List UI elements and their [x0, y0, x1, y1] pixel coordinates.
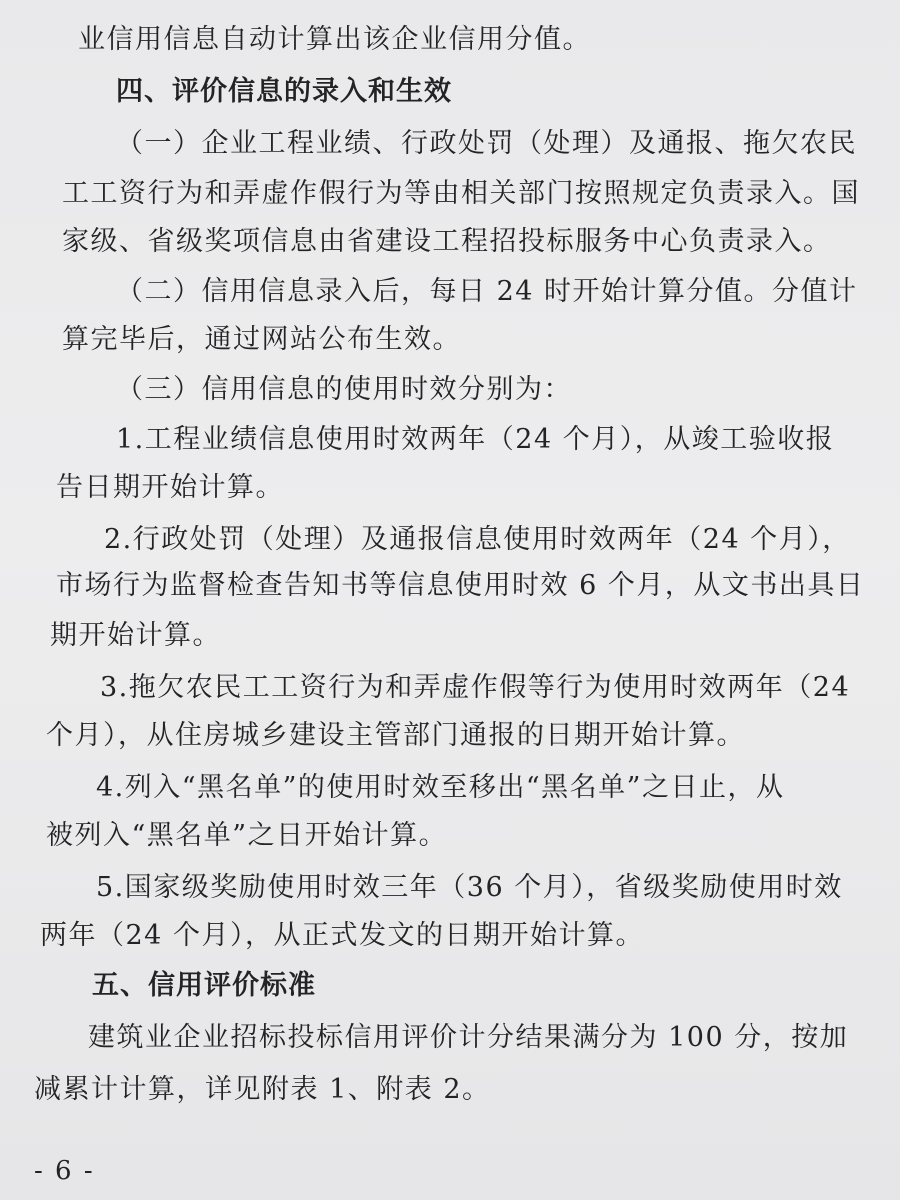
body-text-line: 5.国家级奖励使用时效三年（36 个月），省级奖励使用时效 [96, 872, 843, 903]
body-text-line: 2.行政处罚（处理）及通报信息使用时效两年（24 个月）， [104, 524, 851, 555]
body-text-line: 业信用信息自动计算出该企业信用分值。 [78, 24, 591, 55]
body-text-line: 3.拖欠农民工工资行为和弄虚作假等行为使用时效两年（24 [100, 672, 851, 703]
body-text-line: 两年（24 个月），从正式发文的日期开始计算。 [40, 920, 644, 951]
body-text-line: 减累计计算，详见附表 1、附表 2。 [34, 1074, 491, 1105]
body-text-line: （三）信用信息的使用时效分别为： [116, 374, 572, 405]
body-text-line: （一）企业工程业绩、行政处罚（处理）及通报、拖欠农民 [116, 128, 857, 159]
body-text-line: 个月），从住房城乡建设主管部门通报的日期开始计算。 [46, 720, 745, 751]
body-text-line: 家级、省级奖项信息由省建设工程招投标服务中心负责录入。 [62, 226, 832, 257]
body-text-line: （二）信用信息录入后，每日 24 时开始计算分值。分值计 [116, 276, 858, 307]
body-text-line: 告日期开始计算。 [56, 472, 284, 503]
body-text-line: 4.列入“黑名单”的使用时效至移出“黑名单”之日止，从 [96, 772, 785, 803]
section-heading: 四、评价信息的录入和生效 [116, 76, 452, 107]
body-text-line: 算完毕后，通过网站公布生效。 [62, 324, 461, 355]
body-text-line: 工工资行为和弄虚作假行为等由相关部门按照规定负责录入。国 [62, 178, 860, 209]
body-text-line: 建筑业企业招标投标信用评价计分结果满分为 100 分，按加 [88, 1022, 849, 1053]
body-text-line: 被列入“黑名单”之日开始计算。 [46, 820, 448, 851]
section-heading: 五、信用评价标准 [92, 970, 316, 1001]
page-number: - 6 - [34, 1156, 95, 1186]
body-text-line: 期开始计算。 [50, 620, 221, 651]
body-text-line: 市场行为监督检查告知书等信息使用时效 6 个月，从文书出具日 [56, 570, 865, 601]
body-text-line: 1.工程业绩信息使用时效两年（24 个月），从竣工验收报 [116, 424, 835, 455]
